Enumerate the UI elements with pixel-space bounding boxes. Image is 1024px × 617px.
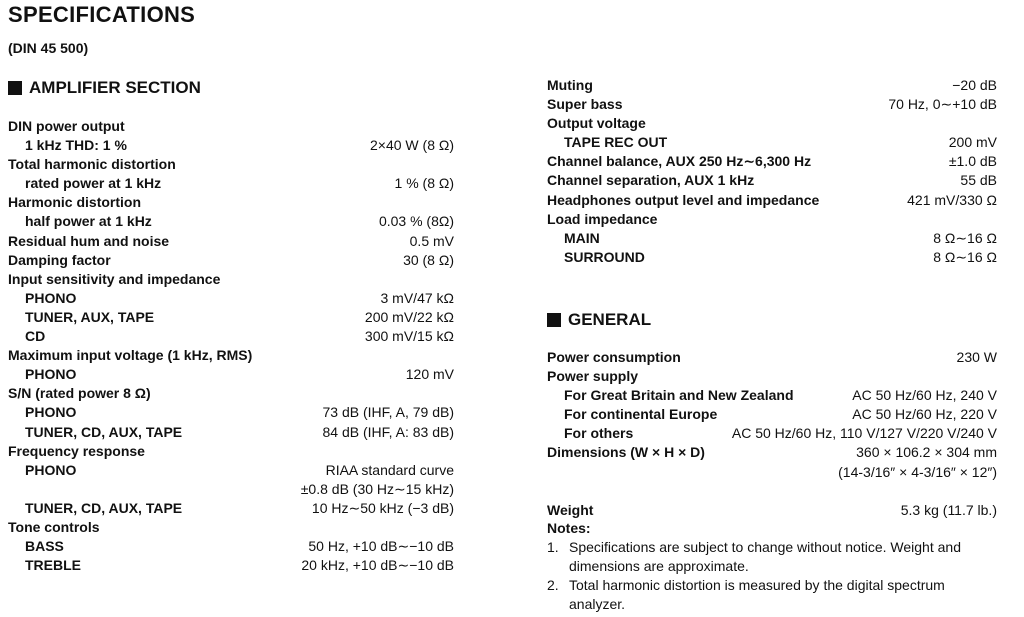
- spec-row: Channel separation, AUX 1 kHz 55 dB: [547, 172, 997, 189]
- general-section-heading: [547, 310, 651, 330]
- spec-row: Load impedance: [547, 210, 658, 227]
- spec-row: Dimensions (W × H × D) 360 × 106.2 × 304 mm: [547, 444, 997, 461]
- spec-row: Power supply: [547, 368, 639, 385]
- spec-row: PHONO 3 mV/47 kΩ: [25, 289, 454, 306]
- spec-row: PHONO RIAA standard curve: [25, 461, 454, 478]
- note-item: 1. Specifications are subject to change without notice. Weight and dimensions are approximate.: [547, 539, 961, 574]
- spec-row: For others AC 50 Hz/60 Hz, 110 V/127 V/220 V/240 V: [564, 425, 997, 442]
- page-title: SPECIFICATIONS: [8, 2, 196, 27]
- general-spec-list: [547, 348, 997, 520]
- spec-row: Residual hum and noise 0.5 mV: [8, 232, 454, 249]
- note-item: 2. Total harmonic distortion is measured by the digital spectrum analyzer.: [547, 577, 945, 612]
- spec-row: (14-3/16″ × 4-3/16″ × 12″): [838, 463, 997, 480]
- spec-row: Damping factor 30 (8 Ω): [8, 251, 454, 268]
- spec-row: [547, 482, 997, 501]
- spec-row: Input sensitivity and impedance: [8, 270, 221, 287]
- spec-row: Channel balance, AUX 250 Hz∼6,300 Hz ±1.0 dB: [547, 153, 997, 170]
- spec-row: ±0.8 dB (30 Hz∼15 kHz): [300, 480, 454, 497]
- spec-row: TAPE REC OUT 200 mV: [564, 134, 997, 151]
- notes-heading: Notes:: [547, 520, 591, 536]
- spec-row: TUNER, CD, AUX, TAPE 10 Hz∼50 kHz (−3 dB): [25, 499, 454, 516]
- spec-row: S/N (rated power 8 Ω): [8, 385, 151, 402]
- spec-row: TUNER, CD, AUX, TAPE 84 dB (IHF, A: 83 dB): [25, 423, 454, 440]
- square-bullet-icon: [8, 81, 22, 95]
- notes-block: [547, 518, 999, 614]
- spec-row: Power consumption 230 W: [547, 349, 997, 365]
- spec-row: Muting −20 dB: [547, 77, 997, 93]
- spec-row: For Great Britain and New Zealand AC 50 Hz/60 Hz, 240 V: [564, 387, 997, 404]
- amplifier-spec-list: [8, 117, 454, 575]
- spec-row: PHONO 120 mV: [25, 366, 454, 383]
- spec-row: SURROUND 8 Ω∼16 Ω: [564, 248, 997, 265]
- amplifier-heading-text: AMPLIFIER SECTION: [29, 78, 201, 97]
- spec-row: rated power at 1 kHz 1 % (8 Ω): [25, 175, 454, 192]
- spec-row: Harmonic distortion: [8, 194, 142, 211]
- general-heading-text: GENERAL: [568, 310, 652, 329]
- spec-row: PHONO 73 dB (IHF, A, 79 dB): [25, 404, 454, 421]
- page-subtitle: (DIN 45 500): [8, 40, 89, 56]
- spec-row: Total harmonic distortion: [8, 156, 176, 173]
- spec-row: Headphones output level and impedance 421 mV/330 Ω: [547, 191, 997, 208]
- spec-row: half power at 1 kHz 0.03 % (8Ω): [25, 213, 454, 230]
- spec-row: CD 300 mV/15 kΩ: [25, 328, 454, 345]
- square-bullet-icon: [547, 313, 561, 327]
- spec-row: For continental Europe AC 50 Hz/60 Hz, 220 V: [564, 406, 997, 423]
- spec-row: Output voltage: [547, 115, 646, 132]
- spec-row: 1 kHz THD: 1 % 2×40 W (8 Ω): [25, 137, 454, 154]
- spec-row: BASS 50 Hz, +10 dB∼−10 dB: [25, 538, 454, 555]
- spec-row: DIN power output: [8, 118, 125, 134]
- spec-row: TUNER, AUX, TAPE 200 mV/22 kΩ: [25, 308, 454, 325]
- spec-row: Weight 5.3 kg (11.7 lb.): [547, 501, 997, 518]
- output-spec-list: [547, 76, 997, 267]
- amplifier-section-heading: [8, 78, 201, 98]
- spec-row: MAIN 8 Ω∼16 Ω: [564, 229, 997, 246]
- spec-row: TREBLE 20 kHz, +10 dB∼−10 dB: [25, 557, 454, 574]
- spec-row: Frequency response: [8, 442, 145, 459]
- spec-row: Super bass 70 Hz, 0∼+10 dB: [547, 96, 997, 113]
- spec-row: Maximum input voltage (1 kHz, RMS): [8, 347, 253, 364]
- spec-row: Tone controls: [8, 518, 100, 535]
